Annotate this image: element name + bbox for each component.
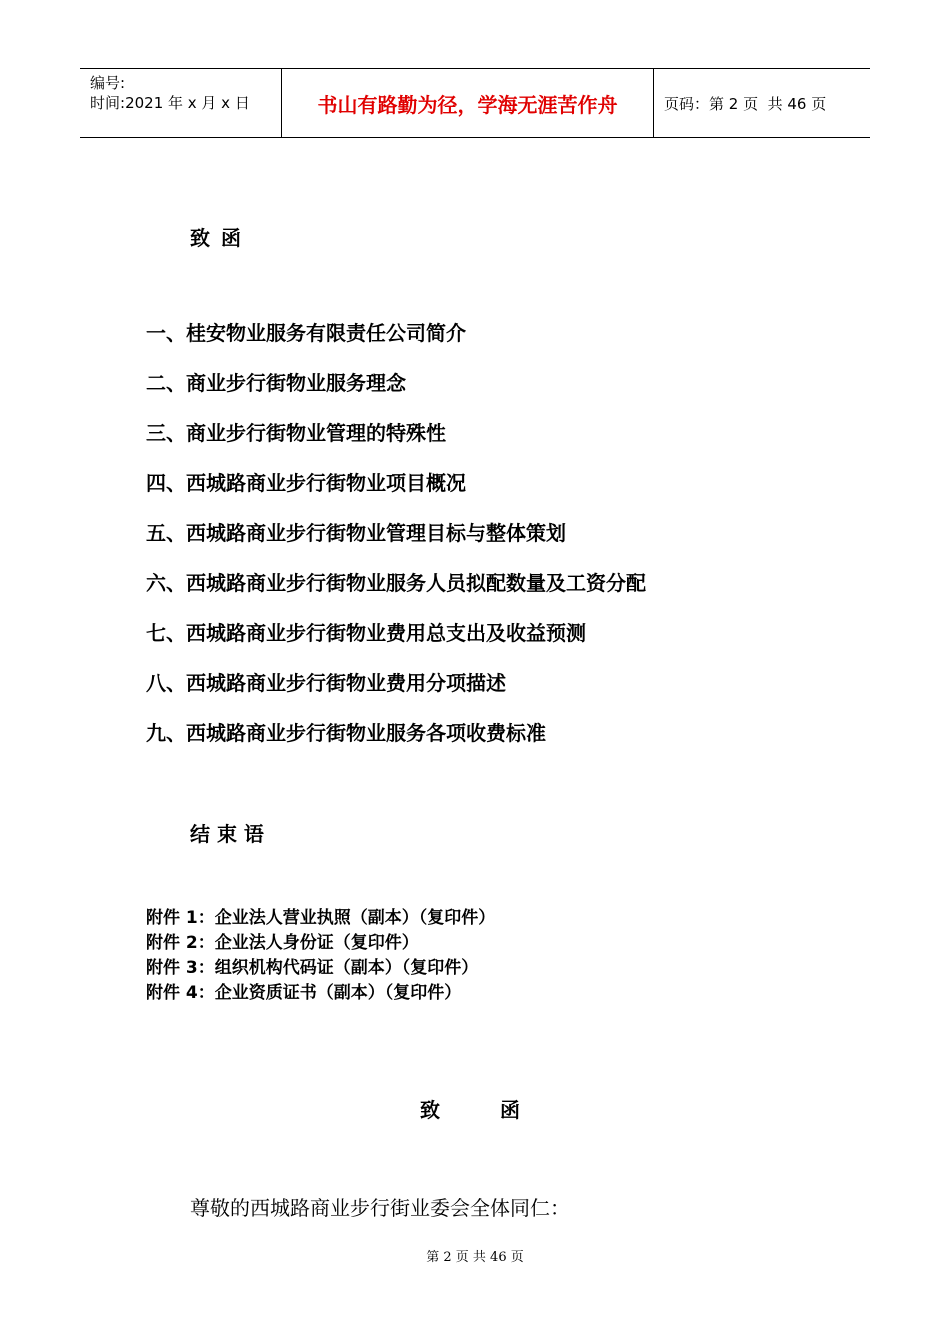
attachment-item: 附件 1：企业法人营业执照（副本）（复印件）: [146, 908, 496, 928]
toc-item: 四、西城路商业步行街物业项目概况: [146, 471, 466, 495]
attachments-list: [146, 906, 495, 1006]
page-label: 页码：第 2 页 共 46 页: [664, 94, 827, 113]
time-line: [90, 93, 281, 113]
section-title-letter: 致 函: [190, 226, 243, 250]
toc-item: 三、商业步行街物业管理的特殊性: [146, 421, 446, 445]
toc-item: 一、桂安物业服务有限责任公司简介: [146, 321, 466, 345]
header-meta: [80, 69, 282, 137]
table-of-contents: [146, 318, 646, 768]
date-text: 2021 年 x 月 x 日: [125, 94, 250, 112]
toc-item: 六、西城路商业步行街物业服务人员拟配数量及工资分配: [146, 571, 646, 595]
attachment-item: 附件 4：企业资质证书（副本）（复印件）: [146, 983, 462, 1003]
toc-item: 五、西城路商业步行街物业管理目标与整体策划: [146, 521, 566, 545]
attachment-item: 附件 3：组织机构代码证（副本）（复印件）: [146, 958, 479, 978]
toc-item: 七、西城路商业步行街物业费用总支出及收益预测: [146, 621, 586, 645]
time-label: 时间:: [90, 94, 126, 112]
letter-heading: 致 函: [420, 1098, 520, 1122]
salutation: 尊敬的西城路商业步行街业委会全体同仁：: [190, 1196, 570, 1220]
toc-item: 九、西城路商业步行街物业服务各项收费标准: [146, 721, 546, 745]
toc-item: 八、西城路商业步行街物业费用分项描述: [146, 671, 506, 695]
section-title-closing: 结 束 语: [190, 822, 264, 846]
toc-item: 二、商业步行街物业服务理念: [146, 371, 406, 395]
header-motto: 书山有路勤为径，学海无涯苦作舟: [282, 69, 654, 137]
header-page-info: [654, 69, 870, 137]
page-header: [80, 68, 870, 138]
code-label: 编号:: [90, 74, 126, 92]
page-footer: 第 2 页 共 46 页: [426, 1250, 524, 1265]
attachment-item: 附件 2：企业法人身份证（复印件）: [146, 933, 419, 953]
